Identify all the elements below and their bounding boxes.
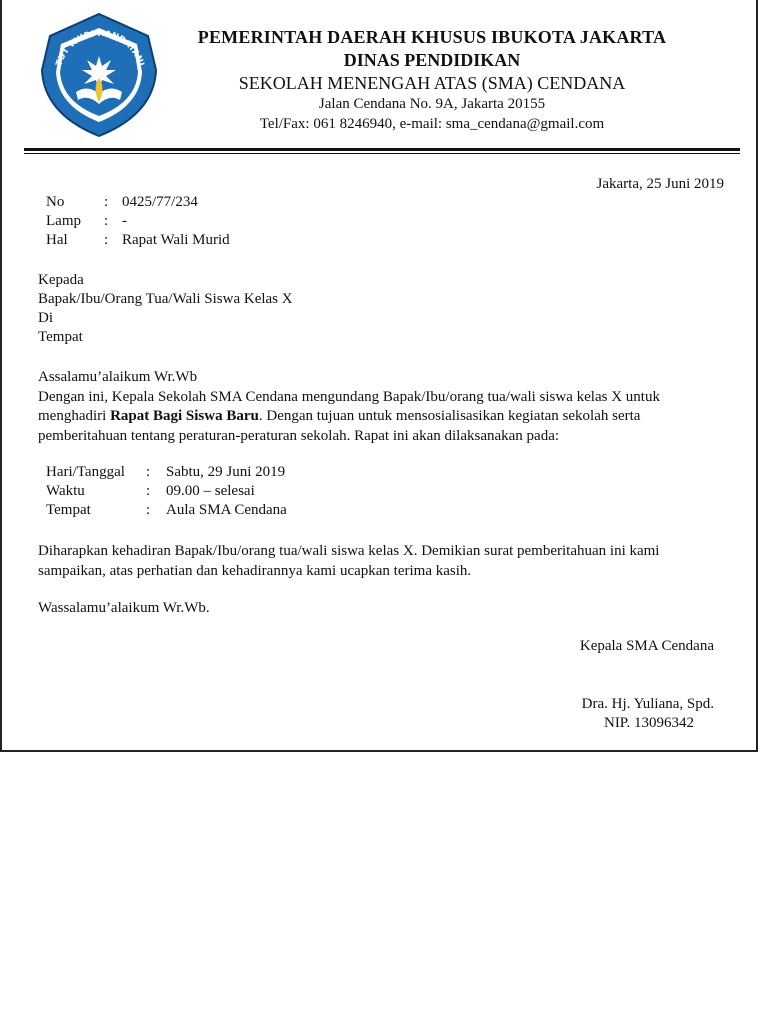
closing-text: Diharapkan kehadiran Bapak/Ibu/orang tua/wali siswa kelas X. Demikian surat pemberitahuan ini kami sampaikan, atas perhatian dan kehadirannya kami ucapkan terima kasih. [38,543,660,579]
meta-attachment-value: - [122,213,127,229]
recipient-line: Di [38,310,53,326]
body-text-end: . Dengan tujuan untuk mensosialisasikan kegiatan sekolah serta pemberitahuan tentang peraturan-peraturan sekolah. Rapat ini akan dilaksanakan pada: [38,408,641,444]
event-colon: : [146,483,151,499]
letter-meta [46,193,230,250]
meta-number-row [46,193,230,212]
body-text-start: Dengan ini, Kepala Sekolah SMA Cendana mengundang Bapak/Ibu/orang tua/wali siswa kelas X untuk menghadiri [38,388,660,424]
signature-name: Dra. Hj. Yuliana, Spd. [581,696,714,712]
letterhead-contact: Tel/Fax: 061 8246940, e-mail: sma_cendana@gmail.com [259,116,605,132]
farewell: Wassalamu’alaikum Wr.Wb. [38,600,210,616]
greeting: Assalamu’alaikum Wr.Wb [38,369,198,385]
event-time-label: Waktu [46,483,85,499]
meta-subject-label: Hal [46,232,68,248]
letter-body [38,368,728,446]
event-colon: : [146,464,151,480]
letter-date: Jakarta, 25 Juni 2019 [596,176,724,192]
event-colon: : [146,502,151,518]
event-place-row [46,501,287,520]
recipient-line: Kepada [38,272,84,288]
event-details [46,463,287,520]
closing-paragraph [38,541,728,581]
letterhead-divider-thin [24,153,740,154]
letterhead-address: Jalan Cendana No. 9A, Jakarta 20155 [318,96,546,112]
school-emblem-logo [36,12,162,138]
meta-subject-row [46,231,230,250]
meta-colon: : [104,194,109,210]
recipient-block [38,271,293,347]
event-time-value: 09.00 – selesai [166,483,255,499]
event-place-label: Tempat [46,502,91,518]
meta-number-label: No [46,194,65,210]
signature-nip: NIP. 13096342 [603,715,694,731]
body-paragraph [38,388,728,447]
meta-attachment-label: Lamp [46,213,81,229]
letterhead-department: DINAS PENDIDIKAN [343,50,521,70]
event-day-value: Sabtu, 29 Juni 2019 [166,464,286,480]
letterhead-school-name: SEKOLAH MENENGAH ATAS (SMA) CENDANA [238,73,626,93]
event-day-row [46,463,287,482]
recipient-line: Tempat [38,329,83,345]
letterhead-divider-thick [24,148,740,151]
meta-number-value: 0425/77/234 [122,194,198,210]
meeting-name: Rapat Bagi Siswa Baru [110,408,259,424]
recipient-line: Bapak/Ibu/Orang Tua/Wali Siswa Kelas X [38,291,293,307]
meta-colon: : [104,232,109,248]
meta-attachment-row [46,212,230,231]
letterhead-government: PEMERINTAH DAERAH KHUSUS IBUKOTA JAKARTA [197,27,667,47]
meta-subject-value: Rapat Wali Murid [122,232,230,248]
meta-colon: : [104,213,109,229]
event-day-label: Hari/Tanggal [46,464,125,480]
event-time-row [46,482,287,501]
svg-text:TUT WURI HANDAYANI: TUT WURI HANDAYANI [54,28,146,68]
signature-title: Kepala SMA Cendana [579,638,714,654]
event-place-value: Aula SMA Cendana [166,502,287,518]
letterhead [182,28,682,132]
